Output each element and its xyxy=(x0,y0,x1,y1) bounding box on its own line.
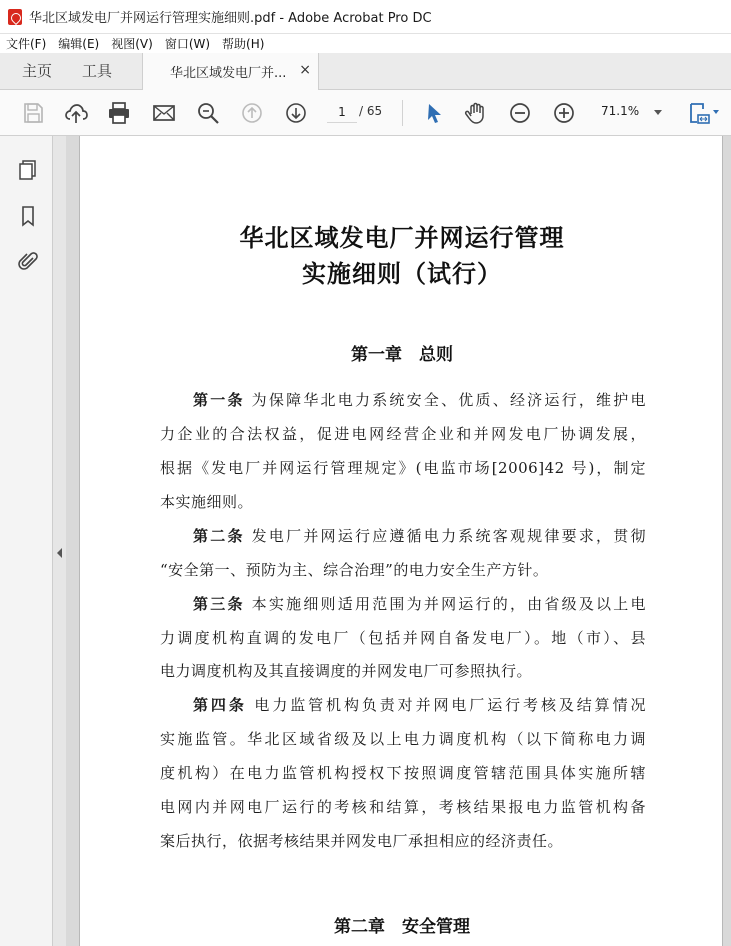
left-sidebar xyxy=(0,136,53,946)
search-zoom-icon[interactable] xyxy=(194,99,222,127)
menu-file[interactable]: 文件(F) xyxy=(6,37,47,51)
print-icon[interactable] xyxy=(105,99,133,127)
chapter-heading: 第二章 安全管理 xyxy=(334,917,470,937)
tab-home[interactable]: 主页 xyxy=(22,62,53,80)
collapse-left-icon[interactable] xyxy=(57,548,62,558)
article-heading: 第一条 xyxy=(193,391,245,409)
previous-page-icon[interactable] xyxy=(238,99,266,127)
zoom-out-icon[interactable] xyxy=(506,99,534,127)
article-heading: 第四条 xyxy=(193,696,247,714)
bookmark-icon[interactable] xyxy=(16,204,40,228)
toolbar-divider xyxy=(402,100,403,126)
fit-page-icon[interactable] xyxy=(684,99,712,127)
article-line: 电网内并网电厂运行的考核和结算，考核结果报电力监管机构备 xyxy=(160,798,646,816)
article-line: 第四条 电力监管机构负责对并网电厂运行考核及结算情况 xyxy=(193,696,646,714)
title-bar xyxy=(0,0,731,34)
pdf-page xyxy=(79,136,723,946)
next-page-icon[interactable] xyxy=(282,99,310,127)
chevron-down-icon xyxy=(654,110,662,115)
chapter-heading: 第一章 总则 xyxy=(351,345,453,365)
page-number-input[interactable] xyxy=(327,101,357,123)
close-tab-icon[interactable]: × xyxy=(299,62,311,78)
article-line: 力企业的合法权益，促进电网经营企业和并网发电厂协调发展， xyxy=(160,425,646,443)
article-line: 本实施细则。 xyxy=(160,493,254,511)
document-title-line2: 实施细则（试行） xyxy=(302,260,502,288)
menu-help[interactable]: 帮助(H) xyxy=(222,37,265,51)
window-title: 华北区域发电厂并网运行管理实施细则.pdf - Adobe Acrobat Pro DC xyxy=(29,11,432,26)
article-line: 根据《发电厂并网运行管理规定》(电监市场[2006]42 号)，制定 xyxy=(160,459,646,477)
attachment-icon[interactable] xyxy=(16,250,40,274)
article-line: 电力调度机构及其直接调度的并网发电厂可参照执行。 xyxy=(160,662,533,680)
hand-tool-icon[interactable] xyxy=(462,99,490,127)
article-line: 第三条 本实施细则适用范围为并网运行的，由省级及以上电 xyxy=(193,595,646,613)
article-line: 第二条 发电厂并网运行应遵循电力系统客观规律要求，贯彻 xyxy=(193,527,646,545)
article-line: “安全第一、预防为主、综合治理”的电力安全生产方针。 xyxy=(160,561,549,579)
fit-options-chevron-icon[interactable] xyxy=(713,110,719,114)
save-icon[interactable] xyxy=(19,99,47,127)
article-line: 实施监管。华北区域省级及以上电力调度机构（以下简称电力调 xyxy=(160,730,646,748)
toolbar xyxy=(0,90,731,136)
zoom-select[interactable] xyxy=(594,101,666,123)
tab-document[interactable] xyxy=(142,53,319,90)
document-viewport[interactable] xyxy=(66,136,731,946)
menu-bar xyxy=(0,34,731,53)
cloud-upload-icon[interactable] xyxy=(62,99,90,127)
article-line: 度机构）在电力监管机构授权下按照调度管辖范围具体实施所辖 xyxy=(160,764,646,782)
menu-window[interactable]: 窗口(W) xyxy=(164,37,211,51)
article-heading: 第二条 xyxy=(193,527,245,545)
tab-tools[interactable]: 工具 xyxy=(82,62,113,80)
article-line: 第一条 为保障华北电力系统安全、优质、经济运行，维护电 xyxy=(193,391,646,409)
document-tab-label: 华北区域发电厂并... xyxy=(170,66,287,81)
tab-row xyxy=(0,53,731,90)
zoom-in-icon[interactable] xyxy=(550,99,578,127)
select-cursor-icon[interactable] xyxy=(420,99,448,127)
panel-collapse-strip[interactable] xyxy=(53,136,66,946)
page-thumbnails-icon[interactable] xyxy=(16,158,40,182)
menu-view[interactable]: 视图(V) xyxy=(111,37,153,51)
article-line: 力调度机构直调的发电厂（包括并网自备发电厂）。地（市）、县 xyxy=(160,629,646,647)
article-line: 案后执行，依据考核结果并网发电厂承担相应的经济责任。 xyxy=(160,832,564,850)
zoom-value: 71.1% xyxy=(601,104,640,118)
document-title-line1: 华北区域发电厂并网运行管理 xyxy=(239,224,565,252)
page-total: / 65 xyxy=(359,104,383,118)
email-icon[interactable] xyxy=(150,99,178,127)
menu-edit[interactable]: 编辑(E) xyxy=(58,37,100,51)
article-heading: 第三条 xyxy=(193,595,245,613)
acrobat-pdf-icon xyxy=(8,9,22,25)
